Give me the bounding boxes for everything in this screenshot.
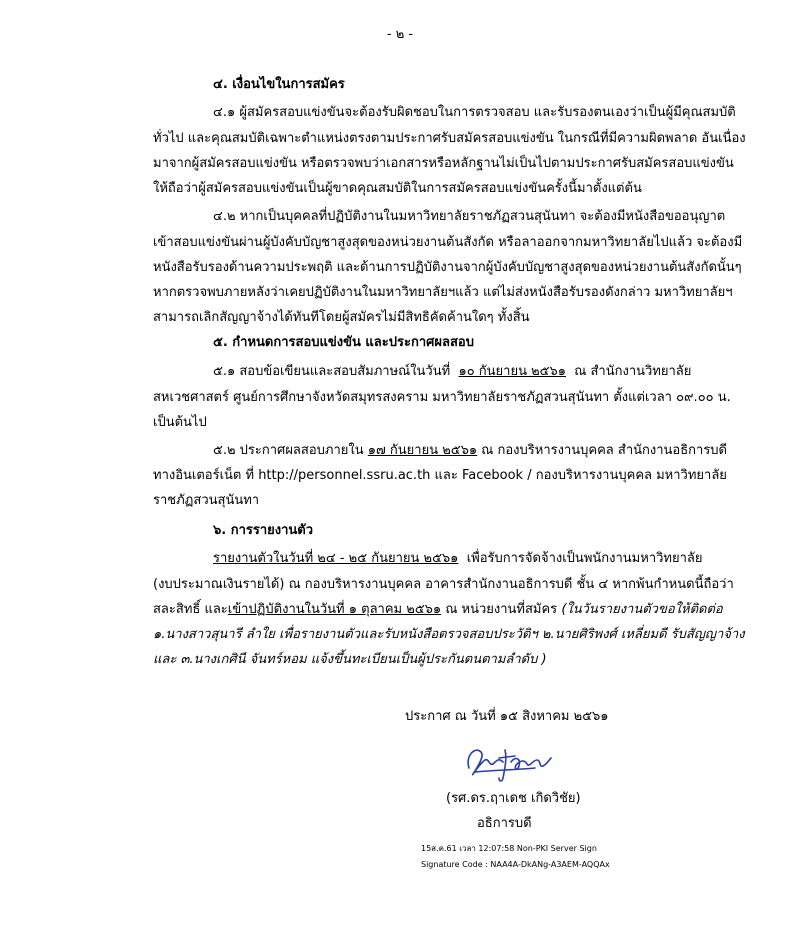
para-4-1-line-3: มาจากผู้สมัครสอบแข่งขัน หรือตรวจพบว่าเอกสารหรือหลักฐานไม่เป็นไปตามประกาศรับสมัครสอบแข่งขัน [153, 156, 734, 171]
para-4-1-line-2: ทั่วไป และคุณสมบัติเฉพาะตำแหน่งตรงตามประกาศรับสมัครสอบแข่งขัน ในกรณีที่มีความผิดพลาด อันเนื่อง [153, 131, 746, 146]
para-4-1-line-1: ๔.๑ ผู้สมัครสอบแข่งขันจะต้องรับผิดชอบในการตรวจสอบ และรับรองตนเองว่าเป็นผู้มีคุณสมบัติ [213, 105, 736, 120]
exam-location: ณ สำนักงานวิทยาลัย [574, 364, 692, 379]
para-5-2-line-3: ราชภัฏสวนสุนันทา [153, 493, 260, 508]
para-6-line-4: ๑.นางสาวสุนารี ลำใย เพื่อรายงานตัวและรับหนังสือตรวจสอบประวัติฯ ๒.นายศิริพงศ์ เหลี่ยมดี รับสัญญาจ้าง [153, 627, 745, 642]
para-5-2-line-1 [213, 442, 727, 460]
signature-code: Signature Code : NAA4A-DkANg-A3AEM-AQQAx [421, 860, 610, 869]
sign-timestamp: 15ส.ค.61 เวลา 12:07:58 Non-PKI Server Sign [421, 844, 597, 853]
para-5-2-line-2: ทางอินเตอร์เน็ต ที่ http://personnel.ssru.ac.th และ Facebook / กองบริหารงานบุคคล มหาวิทยาลัย [153, 468, 727, 483]
para-5-1-line-3: เป็นต้นไป [153, 415, 207, 430]
para-5-1-line-2: สหเวชศาสตร์ ศูนย์การศึกษาจังหวัดสมุทรสงคราม มหาวิทยาลัยราชภัฏสวนสุนันทา ตั้งแต่เวลา ๐๙.๐๐ น. [153, 390, 731, 405]
para-4-2-line-5: สามารถเลิกสัญญาจ้างได้ทันทีโดยผู้สมัครไม่มีสิทธิคัดค้านใดๆ ทั้งสิ้น [153, 310, 530, 325]
result-date-prefix: ๕.๒ ประกาศผลสอบภายใน [213, 443, 364, 458]
work-location: ณ หน่วยงานที่สมัคร [445, 602, 558, 617]
section-4-heading: ๔. เงื่อนไขในการสมัคร [213, 77, 345, 92]
section-6-heading: ๖. การรายงานตัว [213, 523, 314, 538]
para-4-2-line-1: ๔.๒ หากเป็นบุคคลที่ปฏิบัติงานในมหาวิทยาลัยราชภัฏสวนสุนันทา จะต้องมีหนังสือขออนุญาต [213, 209, 726, 224]
contact-note: (ในวันรายงานตัวขอให้ติดต่อ [561, 602, 723, 617]
exam-date-prefix: ๕.๑ สอบข้อเขียนและสอบสัมภาษณ์ในวันที่ [213, 364, 451, 379]
page-number: - ๒ - [386, 27, 414, 42]
exam-date: ๑๐ กันยายน ๒๕๖๑ [458, 364, 567, 379]
report-date: รายงานตัวในวันที่ ๒๔ - ๒๕ กันยายน ๒๕๖๑ [213, 551, 459, 566]
start-work-date: เข้าปฏิบัติงานในวันที่ ๑ ตุลาคม ๒๕๖๑ [227, 602, 442, 617]
para-4-2-line-4: หากตรวจพบภายหลังว่าเคยปฏิบัติงานในมหาวิทยาลัยฯแล้ว แต่ไม่ส่งหนังสือรับรองดังกล่าว มหาวิทยาลัยฯ [153, 285, 733, 300]
result-location: ณ กองบริหารงานบุคคล สำนักงานอธิการบดี [481, 443, 727, 458]
para-6-line-2: (งบประมาณเงินรายได้) ณ กองบริหารงานบุคคล อาคารสำนักงานอธิการบดี ชั้น ๔ หากพ้นกำหนดนี้ถือว่า [153, 577, 734, 592]
para-5-1-line-1 [213, 363, 691, 381]
signer-title: อธิการบดี [477, 816, 532, 831]
forfeit-text: สละสิทธิ์ และ [153, 602, 228, 617]
para-4-1-line-4: ให้ถือว่าผู้สมัครสอบแข่งขันเป็นผู้ขาดคุณสมบัติในการสมัครสอบแข่งขันครั้งนี้มาตั้งแต่ต้น [153, 181, 642, 196]
signature-image [455, 738, 555, 788]
para-4-2-line-3: หนังสือรับรองด้านความประพฤติ และด้านการปฏิบัติงานจากผู้บังคับบัญชาสูงสุดของหน่วยงานต้นสังกัดนั้นๆ [153, 260, 742, 275]
para-6-line-5: และ ๓.นางเกศินี จันทร์หอม แจ้งขึ้นทะเบียนเป็นผู้ประกันตนตามลำดับ ) [153, 652, 547, 667]
result-date: ๑๗ กันยายน ๒๕๖๑ [367, 443, 478, 458]
section-5-heading: ๕. กำหนดการสอบแข่งขัน และประกาศผลสอบ [213, 335, 474, 350]
announcement-date: ประกาศ ณ วันที่ ๑๕ สิงหาคม ๒๕๖๑ [405, 709, 609, 724]
para-4-2-line-2: เข้าสอบแข่งขันผ่านผู้บังคับบัญชาสูงสุดของหน่วยงานต้นสังกัด หรือลาออกจากมหาวิทยาลัยไปแล้ว จะต้องมี [153, 235, 743, 250]
report-purpose: เพื่อรับการจัดจ้างเป็นพนักงานมหาวิทยาลัย [466, 551, 703, 566]
para-6-line-3 [153, 601, 723, 619]
para-6-line-1 [213, 550, 703, 568]
signer-name: (รศ.ดร.ฤาเดช เกิดวิชัย) [446, 791, 581, 806]
